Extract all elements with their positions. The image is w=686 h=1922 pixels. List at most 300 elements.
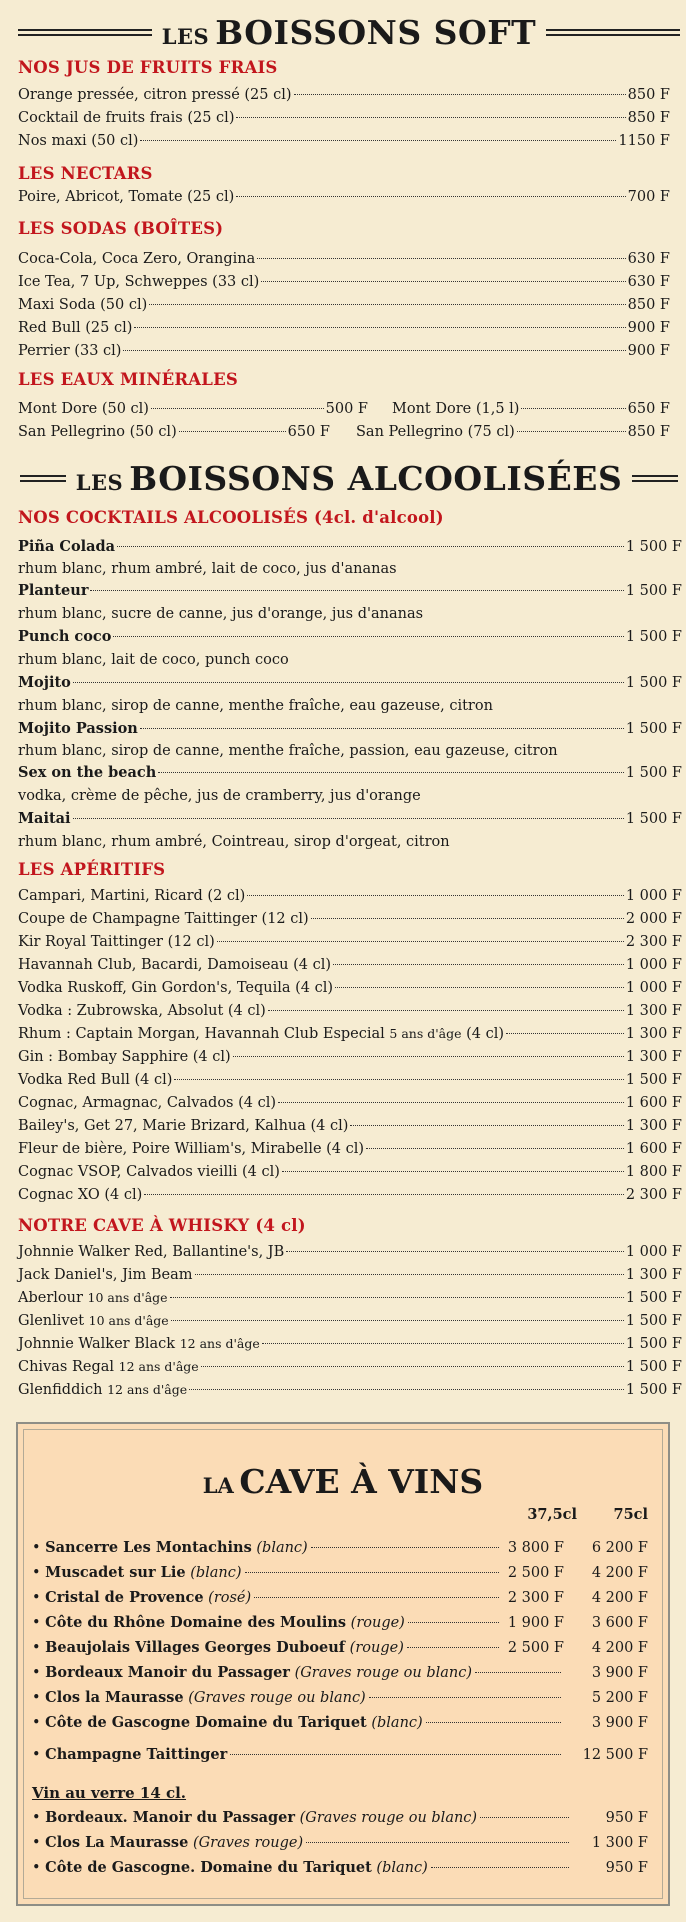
dot-leader (408, 1622, 499, 1623)
wine-title (18, 1462, 668, 1501)
wine-type: (Graves rouge ou blanc) (294, 1665, 473, 1681)
cocktail-description: rhum blanc, rhum ambré, lait de coco, jus d'ananas (18, 561, 397, 577)
dot-leader (217, 941, 624, 942)
glass-price: 1 300 F (591, 1835, 648, 1851)
item-price: 1 500 F (625, 765, 682, 781)
item-price: 1 500 F (625, 583, 682, 599)
menu-row (18, 1116, 682, 1136)
dot-leader (426, 1722, 561, 1723)
item-label (18, 1047, 231, 1067)
price-75cl: 4 200 F (591, 1590, 648, 1606)
item-name: Poire, Abricot, Tomate (25 cl) (18, 189, 235, 205)
wine-type: (blanc) (190, 1565, 242, 1581)
item-price: 1 000 F (625, 980, 682, 996)
dot-leader (151, 408, 324, 409)
menu-row (18, 249, 670, 269)
jus-heading: NOS JUS DE FRUITS FRAIS (18, 58, 278, 77)
wine-title-la: LA (202, 1473, 234, 1498)
item-price: 900 F (627, 320, 670, 336)
item-name: Cocktail de fruits frais (25 cl) (18, 110, 235, 126)
dot-leader (144, 1194, 624, 1195)
dot-leader (517, 431, 626, 432)
soft-title (0, 13, 686, 51)
item-name: Aberlour (18, 1290, 88, 1306)
item-label (18, 318, 132, 338)
item-price: 850 F (627, 110, 670, 126)
item-label (18, 537, 115, 557)
item-name: Cognac VSOP, Calvados vieilli (4 cl) (18, 1164, 280, 1180)
title-rule-left (20, 475, 66, 482)
item-age: 5 ans d'âge (389, 1026, 462, 1041)
wine-row (32, 1587, 648, 1609)
dot-leader (174, 1079, 623, 1080)
wine-name: Côte du Rhône Domaine des Moulins (45, 1614, 347, 1631)
item-label (18, 108, 234, 128)
wine-row (32, 1537, 648, 1559)
menu-row (18, 1139, 682, 1159)
dot-leader (123, 350, 625, 351)
wine-name: Clos la Maurasse (45, 1689, 184, 1706)
dot-leader (521, 408, 625, 409)
wine-label (32, 1662, 472, 1684)
wine-name: Cristal de Provence (45, 1589, 204, 1606)
item-price: 1 300 F (625, 1118, 682, 1134)
wine-type: (rosé) (208, 1590, 252, 1606)
menu-row (18, 1185, 682, 1205)
item-price: 500 F (325, 401, 368, 417)
item-price: 630 F (627, 251, 670, 267)
item-price: 1 600 F (625, 1095, 682, 1111)
wine-label (32, 1562, 242, 1584)
item-name: Cognac XO (4 cl) (18, 1187, 143, 1203)
nectars-heading: LES NECTARS (18, 164, 153, 183)
menu-row (18, 295, 670, 315)
wine-row (32, 1562, 648, 1584)
price-75cl: 6 200 F (591, 1540, 648, 1556)
item-price: 1 500 F (625, 1072, 682, 1088)
dot-leader (311, 1547, 499, 1548)
wine-type: (blanc) (371, 1715, 423, 1731)
item-price: 1 500 F (625, 721, 682, 737)
item-name: San Pellegrino (50 cl) (18, 424, 177, 440)
wine-label (32, 1587, 251, 1609)
item-name: Punch coco (18, 628, 112, 645)
bullet-icon: • (32, 1860, 46, 1876)
alcool-title-les: LES (75, 469, 124, 495)
menu-row (18, 1334, 682, 1354)
dot-leader (350, 1125, 623, 1126)
price-75cl: 3 600 F (591, 1615, 648, 1631)
item-label (18, 809, 71, 829)
item-name: Vodka Ruskoff, Gin Gordon's, Tequila (4 cl) (18, 980, 333, 996)
item-label (18, 581, 88, 601)
cocktail-description: rhum blanc, sirop de canne, menthe fraîche, passion, eau gazeuse, citron (18, 743, 558, 759)
bullet-icon: • (32, 1590, 46, 1606)
dot-leader (73, 818, 624, 819)
cocktail-description: rhum blanc, rhum ambré, Cointreau, sirop d'orgeat, citron (18, 834, 450, 850)
wine-title-main: CAVE À VINS (239, 1462, 484, 1501)
menu-row (356, 422, 670, 442)
cocktail-description: rhum blanc, lait de coco, punch coco (18, 652, 289, 668)
menu-row (18, 719, 682, 739)
menu-row (392, 399, 670, 419)
item-age: 12 ans d'âge (118, 1359, 199, 1374)
item-name: Johnnie Walker Red, Ballantine's, JB (18, 1244, 285, 1260)
dot-leader (282, 1171, 624, 1172)
dot-leader (230, 1754, 561, 1755)
item-name: Nos maxi (50 cl) (18, 133, 139, 149)
menu-row (18, 187, 670, 207)
wine-name: Beaujolais Villages Georges Duboeuf (45, 1639, 346, 1656)
item-price: 1 500 F (625, 811, 682, 827)
item-name: Mojito (18, 674, 71, 691)
dot-leader (480, 1817, 569, 1818)
wine-label (32, 1744, 227, 1766)
dot-leader (475, 1672, 561, 1673)
menu-row (18, 422, 330, 442)
dot-leader (113, 636, 623, 637)
item-label (18, 1185, 142, 1205)
item-price: 850 F (627, 424, 670, 440)
item-name: Jack Daniel's, Jim Beam (18, 1267, 193, 1283)
item-name: Glenfiddich (18, 1382, 108, 1398)
menu-row (18, 627, 682, 647)
menu-row (18, 318, 670, 338)
dot-leader (286, 1251, 624, 1252)
bullet-icon: • (32, 1715, 46, 1731)
wine-type: (rouge) (350, 1615, 405, 1631)
wine-type: (Graves rouge ou blanc) (188, 1690, 366, 1706)
item-price: 1 500 F (625, 675, 682, 691)
item-price: 1 000 F (625, 1244, 682, 1260)
wine-name: Muscadet sur Lie (45, 1564, 186, 1581)
item-price: 1 500 F (625, 1336, 682, 1352)
item-name: Vodka Red Bull (4 cl) (18, 1072, 173, 1088)
item-price: 1 000 F (625, 957, 682, 973)
item-price: 630 F (627, 274, 670, 290)
dot-leader (311, 918, 624, 919)
dot-leader (431, 1867, 569, 1868)
dot-leader (261, 281, 625, 282)
item-price: 650 F (287, 424, 330, 440)
item-label (18, 272, 259, 292)
item-label (18, 1242, 284, 1262)
item-name: Ice Tea, 7 Up, Schweppes (33 cl) (18, 274, 260, 290)
item-age: 10 ans d'âge (88, 1313, 169, 1328)
dot-leader (306, 1842, 569, 1843)
cocktails-heading: NOS COCKTAILS ALCOOLISÉS (4cl. d'alcool) (18, 508, 444, 527)
item-label (18, 1162, 280, 1182)
item-label (18, 295, 147, 315)
wine-name: Sancerre Les Montachins (45, 1539, 252, 1556)
wine-row (32, 1712, 648, 1734)
item-label (18, 909, 309, 929)
dot-leader (245, 1572, 499, 1573)
wine-name: Bordeaux Manoir du Passager (45, 1664, 290, 1681)
dot-leader (366, 1148, 624, 1149)
bullet-icon: • (32, 1565, 46, 1581)
item-label (356, 422, 515, 442)
dot-leader (236, 117, 625, 118)
wine-label (32, 1807, 477, 1829)
price-75cl: 12 500 F (582, 1747, 648, 1763)
item-name: Johnnie Walker Black (18, 1336, 180, 1352)
soft-title-main: BOISSONS SOFT (215, 12, 537, 52)
price-75cl: 3 900 F (591, 1665, 648, 1681)
item-volume: (4 cl) (461, 1026, 505, 1042)
item-label (18, 1311, 169, 1331)
item-label (18, 1288, 168, 1308)
menu-row (18, 341, 670, 361)
item-name: Chivas Regal (18, 1359, 119, 1375)
title-rule-left (18, 29, 152, 36)
wine-name: Bordeaux. Manoir du Passager (45, 1809, 295, 1826)
wine-row (32, 1662, 648, 1684)
dot-leader (233, 1056, 624, 1057)
dot-leader (335, 987, 624, 988)
dot-leader (117, 546, 624, 547)
item-price: 1 300 F (625, 1026, 682, 1042)
item-label (18, 131, 138, 151)
dot-leader (201, 1366, 624, 1367)
menu-row (18, 955, 682, 975)
item-price: 1150 F (618, 133, 670, 149)
cocktail-description: rhum blanc, sirop de canne, menthe fraîche, eau gazeuse, citron (18, 698, 493, 714)
item-price: 1 300 F (625, 1003, 682, 1019)
wine-row (32, 1832, 648, 1854)
title-rule-right (546, 29, 680, 36)
wine-name: Clos La Maurasse (45, 1834, 189, 1851)
dot-leader (506, 1033, 624, 1034)
wine-type: (Graves rouge) (192, 1835, 304, 1851)
wine-label (32, 1612, 405, 1634)
glass-price: 950 F (605, 1810, 648, 1826)
menu-row (18, 809, 682, 829)
dot-leader (179, 431, 286, 432)
wine-label (32, 1687, 366, 1709)
glass-price: 950 F (605, 1860, 648, 1876)
eaux-heading: LES EAUX MINÉRALES (18, 370, 239, 389)
item-name: Perrier (33 cl) (18, 343, 122, 359)
menu-row (18, 581, 682, 601)
alcool-title (0, 459, 686, 497)
col-37cl-header: 37,5cl (527, 1506, 577, 1523)
item-label (18, 399, 149, 419)
item-label (18, 1116, 348, 1136)
menu-row (18, 909, 682, 929)
item-price: 1 500 F (625, 1382, 682, 1398)
item-name: Bailey's, Get 27, Marie Brizard, Kalhua (4 cl) (18, 1118, 349, 1134)
item-label (392, 399, 519, 419)
wine-row (32, 1807, 648, 1829)
dot-leader (90, 590, 623, 591)
menu-row (18, 1001, 682, 1021)
menu-row (18, 1024, 682, 1044)
wine-row (32, 1857, 648, 1879)
item-price: 2 300 F (625, 934, 682, 950)
menu-row (18, 1162, 682, 1182)
menu-row (18, 1265, 682, 1285)
item-label (18, 1265, 193, 1285)
wine-name: Champagne Taittinger (45, 1746, 228, 1763)
dot-leader (171, 1320, 624, 1321)
dot-leader (195, 1274, 624, 1275)
item-name: Mojito Passion (18, 720, 138, 737)
wine-type: (blanc) (256, 1540, 308, 1556)
item-label (18, 341, 121, 361)
item-price: 2 300 F (625, 1187, 682, 1203)
item-price: 1 300 F (625, 1049, 682, 1065)
dot-leader (134, 327, 625, 328)
dot-leader (369, 1697, 561, 1698)
item-label (18, 422, 177, 442)
menu-row (18, 1357, 682, 1377)
menu-row (18, 131, 670, 151)
dot-leader (278, 1102, 624, 1103)
menu-row (18, 1093, 682, 1113)
item-name: Kir Royal Taittinger (12 cl) (18, 934, 215, 950)
dot-leader (254, 1597, 499, 1598)
item-price: 1 000 F (625, 888, 682, 904)
menu-row (18, 1047, 682, 1067)
price-75cl: 4 200 F (591, 1640, 648, 1656)
dot-leader (268, 1010, 624, 1011)
item-name: Gin : Bombay Sapphire (4 cl) (18, 1049, 231, 1065)
item-label (18, 763, 156, 783)
item-age: 12 ans d'âge (179, 1336, 260, 1351)
bullet-icon: • (32, 1540, 46, 1556)
cocktail-description: rhum blanc, sucre de canne, jus d'orange, jus d'ananas (18, 606, 424, 622)
wine-name: Côte de Gascogne. Domaine du Tariquet (45, 1859, 372, 1876)
item-name: Coupe de Champagne Taittinger (12 cl) (18, 911, 309, 927)
dot-leader (257, 258, 625, 259)
menu-row (18, 763, 682, 783)
item-name: Red Bull (25 cl) (18, 320, 133, 336)
alcool-title-main: BOISSONS ALCOOLISÉES (129, 458, 623, 498)
verre-heading: Vin au verre 14 cl. (32, 1784, 187, 1802)
bullet-icon: • (32, 1615, 46, 1631)
item-name: Mont Dore (50 cl) (18, 401, 149, 417)
col-75cl-header: 75cl (613, 1506, 648, 1523)
menu-row (18, 85, 670, 105)
wine-box (16, 1422, 670, 1906)
menu-row (18, 108, 670, 128)
menu-row (18, 1380, 682, 1400)
wine-row (32, 1744, 648, 1766)
wine-label (32, 1637, 404, 1659)
menu-row (18, 399, 368, 419)
wine-row (32, 1637, 648, 1659)
bullet-icon: • (32, 1747, 46, 1763)
bullet-icon: • (32, 1810, 46, 1826)
item-label (18, 955, 331, 975)
item-name: Cognac, Armagnac, Calvados (4 cl) (18, 1095, 277, 1111)
item-label (18, 627, 111, 647)
dot-leader (73, 682, 624, 683)
menu-row (18, 978, 682, 998)
price-75cl: 4 200 F (591, 1565, 648, 1581)
wine-label (32, 1537, 308, 1559)
item-label (18, 673, 71, 693)
dot-leader (262, 1343, 624, 1344)
item-price: 1 500 F (625, 1359, 682, 1375)
sodas-heading: LES SODAS (BOÎTES) (18, 219, 224, 238)
price-37cl: 2 300 F (507, 1590, 564, 1606)
aperitifs-heading: LES APÉRITIFS (18, 860, 166, 879)
cocktail-description: vodka, crème de pêche, jus de cramberry, jus d'orange (18, 788, 421, 804)
item-name: Piña Colada (18, 538, 116, 555)
item-label (18, 932, 215, 952)
item-price: 850 F (627, 87, 670, 103)
item-label (18, 85, 292, 105)
item-name: Vodka : Zubrowska, Absolut (4 cl) (18, 1003, 266, 1019)
price-37cl: 2 500 F (507, 1640, 564, 1656)
item-label (18, 1093, 276, 1113)
item-label (18, 1139, 364, 1159)
wine-type: (Graves rouge ou blanc) (299, 1810, 478, 1826)
price-37cl: 1 900 F (507, 1615, 564, 1631)
item-label (18, 187, 234, 207)
item-name: Sex on the beach (18, 764, 157, 781)
menu-row (18, 1070, 682, 1090)
item-name: Campari, Martini, Ricard (2 cl) (18, 888, 246, 904)
item-price: 1 600 F (625, 1141, 682, 1157)
item-price: 1 500 F (625, 539, 682, 555)
item-name: Maitai (18, 810, 71, 827)
dot-leader (294, 94, 626, 95)
item-name: Orange pressée, citron pressé (25 cl) (18, 87, 292, 103)
menu-row (18, 537, 682, 557)
item-price: 700 F (627, 189, 670, 205)
item-name: San Pellegrino (75 cl) (356, 424, 515, 440)
price-75cl: 5 200 F (591, 1690, 648, 1706)
wine-row (32, 1687, 648, 1709)
dot-leader (247, 895, 623, 896)
item-price: 1 500 F (625, 629, 682, 645)
item-name: Havannah Club, Bacardi, Damoiseau (4 cl) (18, 957, 332, 973)
dot-leader (236, 196, 625, 197)
item-age: 10 ans d'âge (87, 1290, 168, 1305)
item-price: 1 300 F (625, 1267, 682, 1283)
item-name: Coca-Cola, Coca Zero, Orangina (18, 251, 256, 267)
item-price: 1 500 F (625, 1290, 682, 1306)
item-label (18, 1357, 199, 1377)
bullet-icon: • (32, 1690, 46, 1706)
dot-leader (158, 772, 624, 773)
item-label (18, 978, 333, 998)
menu-row (18, 1242, 682, 1262)
menu-row (18, 886, 682, 906)
item-price: 2 000 F (625, 911, 682, 927)
wine-name: Côte de Gascogne Domaine du Tariquet (45, 1714, 367, 1731)
item-name: Mont Dore (1,5 l) (392, 401, 520, 417)
item-name: Fleur de bière, Poire William's, Mirabelle (4 cl) (18, 1141, 365, 1157)
dot-leader (189, 1389, 624, 1390)
menu-row (18, 932, 682, 952)
item-price: 1 500 F (625, 1313, 682, 1329)
dot-leader (149, 304, 625, 305)
title-rule-right (632, 475, 678, 482)
item-label (18, 1070, 172, 1090)
item-label (18, 1380, 187, 1400)
dot-leader (407, 1647, 499, 1648)
item-age: 12 ans d'âge (107, 1382, 188, 1397)
item-name: Rhum : Captain Morgan, Havannah Club Especial (18, 1026, 390, 1042)
price-37cl: 2 500 F (507, 1565, 564, 1581)
item-name: Planteur (18, 582, 89, 599)
item-price: 850 F (627, 297, 670, 313)
item-label (18, 249, 255, 269)
